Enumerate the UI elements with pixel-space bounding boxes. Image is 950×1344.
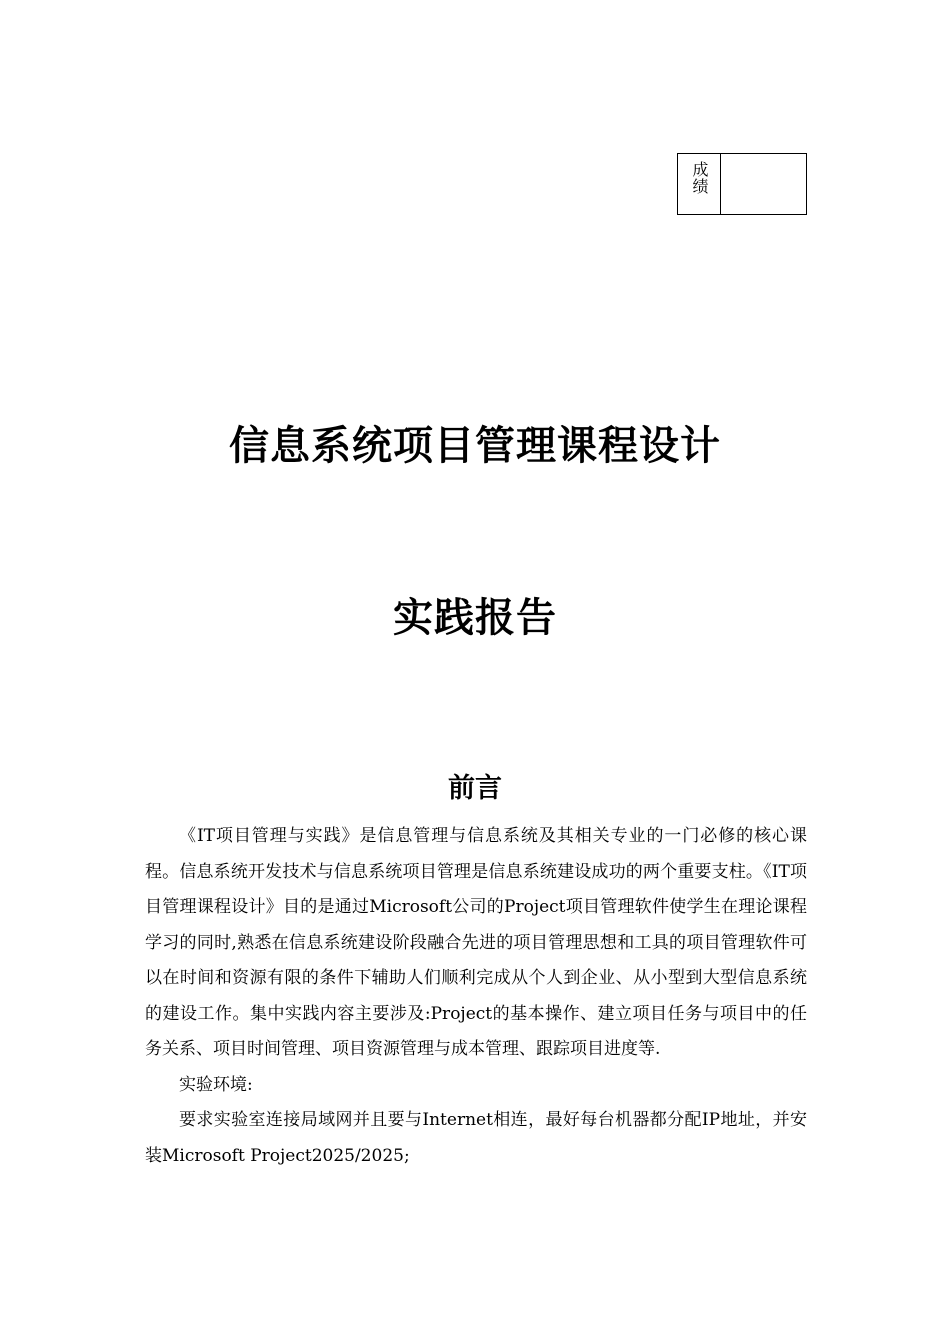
preface-heading: 前言 [448,773,502,804]
grade-label: 成绩 [678,154,721,214]
grade-value-cell [721,154,806,214]
report-title-line2: 实践报告 [393,595,557,641]
preface-paragraph-env-desc: 要求实验室连接局域网并且要与Internet相连，最好每台机器都分配IP地址，并安装Microsoft Project2025/2025; [145,1110,807,1166]
report-title-line1: 信息系统项目管理课程设计 [229,423,721,469]
preface-paragraph-env-label: 实验环境: [179,1074,253,1095]
preface-body [145,819,807,1174]
grade-box [677,153,807,215]
preface-paragraph-intro: 《IT项目管理与实践》是信息管理与信息系统及其相关专业的一门必修的核心课程。信息系统开发技术与信息系统项目管理是信息系统建设成功的两个重要支柱。《IT项目管理课程设计》目的是通过Microsoft公司的Project项目管理软件使学生在理论课程学习的同时,熟悉在信息系统建设阶段融合先进的项目管理思想和工具的项目管理软件可以在时间和资源有限的条件下辅助人们顺利完成从个人到企业、从小型到大型信息系统的建设工作。集中实践内容主要涉及:Project的基本操作、建立项目任务与项目中的任务关系、项目时间管理、项目资源管理与成本管理、跟踪项目进度等. [145,826,807,1059]
